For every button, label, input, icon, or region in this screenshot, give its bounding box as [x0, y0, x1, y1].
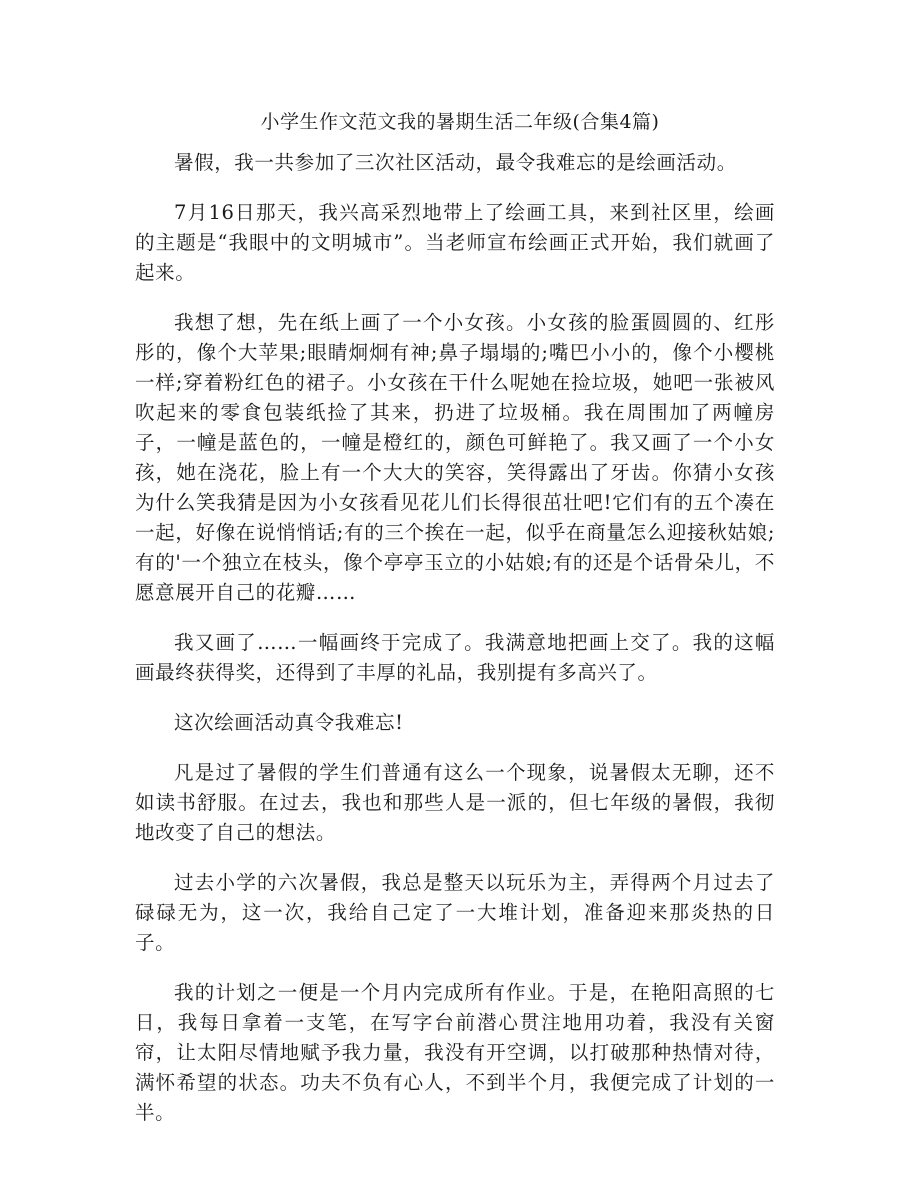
paragraph: 我的计划之一便是一个月内完成所有作业。于是，在艳阳高照的七日，我每日拿着一支笔，在写字台前潜心贯注地用功着，我没有关窗帘，让太阳尽情地赋予我力量，我没有开空调，以打破那种热情对待，满怀希望的状态。功夫不负有心人，不到半个月，我便完成了计划的一半。 [135, 981, 775, 1124]
document-body [135, 148, 775, 1148]
paragraph: 过去小学的六次暑假，我总是整天以玩乐为主，弄得两个月过去了碌碌无为，这一次，我给自己定了一大堆计划，准备迎来那炎热的日子。 [135, 871, 775, 954]
paragraph: 暑假，我一共参加了三次社区活动，最令我难忘的是绘画活动。 [174, 151, 737, 174]
paragraph: 这次绘画活动真令我难忘! [174, 711, 404, 734]
paragraph: 我想了想，先在纸上画了一个小女孩。小女孩的脸蛋圆圆的、红彤彤的，像个大苹果;眼睛炯炯有神;鼻子塌塌的;嘴巴小小的，像个小樱桃一样;穿着粉红色的裙子。小女孩在干什么呢她在捡垃圾，她吧一张被风吹起来的零食包装纸捡了其来，扔进了垃圾桶。我在周围加了两幢房子，一幢是蓝色的，一幢是橙红的，颜色可鲜艳了。我又画了一个小女孩，她在浇花，脸上有一个大大的笑容，笑得露出了牙齿。你猜小女孩为什么笑我猜是因为小女孩看见花儿们长得很茁壮吧!它们有的五个凑在一起，好像在说悄悄话;有的三个挨在一起，似乎在商量怎么迎接秋姑娘;有的'一个独立在枝头，像个亭亭玉立的小姑娘;有的还是个话骨朵儿，不愿意展开自己的花瓣…… [135, 311, 775, 604]
paragraph: 凡是过了暑假的学生们普通有这么一个现象，说暑假太无聊，还不如读书舒服。在过去，我也和那些人是一派的，但七年级的暑假，我彻地改变了自己的想法。 [135, 761, 775, 844]
document-title: 小学生作文范文我的暑期生活二年级(合集4篇) [260, 111, 660, 133]
paragraph: 我又画了……一幅画终于完成了。我满意地把画上交了。我的这幅画最终获得奖，还得到了丰厚的礼品，我别提有多高兴了。 [135, 631, 775, 684]
paragraph: 7月16日那天，我兴高采烈地带上了绘画工具，来到社区里，绘画的主题是“我眼中的文明城市”。当老师宣布绘画正式开始，我们就画了起来。 [135, 201, 775, 284]
